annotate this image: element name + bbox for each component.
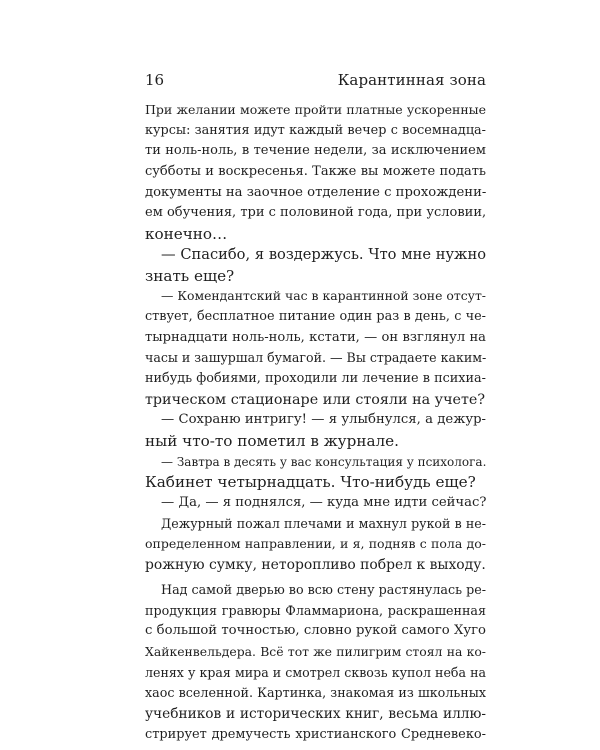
text-line: определенном направлении, и я, подняв с пола до- <box>145 536 486 552</box>
text-line: — Комендантский час в карантинной зоне отсут- <box>161 288 486 304</box>
text-line: субботы и воскресенья. Также вы можете подать <box>145 164 486 180</box>
page-number: 16 <box>145 71 165 89</box>
text-line: трическом стационаре или стояли на учете? <box>145 391 486 408</box>
text-line: нибудь фобиями, проходили ли лечение в психиа- <box>145 370 486 386</box>
text-line: При желании можете пройти платные ускоренные <box>145 102 486 117</box>
text-line: знать еще? <box>145 266 235 285</box>
text-line: — Завтра в десять у вас консультация у психолога. <box>161 454 487 469</box>
text-line: — Да, — я поднялся, — куда мне идти сейчас? <box>161 495 487 511</box>
text-line: часы и зашуршал бумагой. — Вы страдаете каким- <box>145 350 487 366</box>
text-line: ленях у края мира и смотрел сквозь купол неба на <box>145 664 486 680</box>
text-line: ем обучения, три с половиной года, при условии, <box>145 205 487 221</box>
text-line: тырнадцати ноль-ноль, кстати, — он взглянул на <box>145 329 486 345</box>
text-line: хаос вселенной. Картинка, знакомая из школьных <box>145 685 486 701</box>
text-line: конечно… <box>145 225 228 244</box>
text-line: Дежурный пожал плечами и махнул рукой в не- <box>161 515 486 531</box>
page-header <box>145 70 486 90</box>
text-line: стрирует дремучесть христианского Средневеко- <box>145 726 486 742</box>
text-line: ствует, бесплатное питание один раз в день, с че- <box>145 308 486 324</box>
text-line: Над самой дверью во всю стену растянулась ре- <box>161 581 486 597</box>
text-line: Хайкенвельдера. Всё тот же пилигрим стоял на ко- <box>145 643 486 659</box>
text-line: ти ноль-ноль, в течение недели, за исключением <box>145 143 486 159</box>
body-text <box>145 100 486 745</box>
text-line: продукция гравюры Фламмариона, раскрашенная <box>145 602 486 618</box>
text-line: Кабинет четырнадцать. Что-нибудь еще? <box>145 473 476 492</box>
running-title: Карантинная зона <box>337 71 486 89</box>
text-line: ный что-то пометил в журнале. <box>145 432 399 450</box>
text-line: учебников и исторических книг, весьма иллю- <box>145 705 486 722</box>
text-line: документы на заочное отделение с прохождени- <box>145 184 487 200</box>
text-line: с большой точностью, словно рукой самого Хуго <box>145 623 486 639</box>
text-line: рожную сумку, неторопливо побрел к выходу. <box>145 557 486 574</box>
text-line: — Сохраню интригу! — я улыбнулся, а дежур- <box>161 412 486 428</box>
text-line: — Спасибо, я воздержусь. Что мне нужно <box>161 245 486 263</box>
text-line: курсы: занятия идут каждый вечер с восемнадца- <box>145 122 486 138</box>
